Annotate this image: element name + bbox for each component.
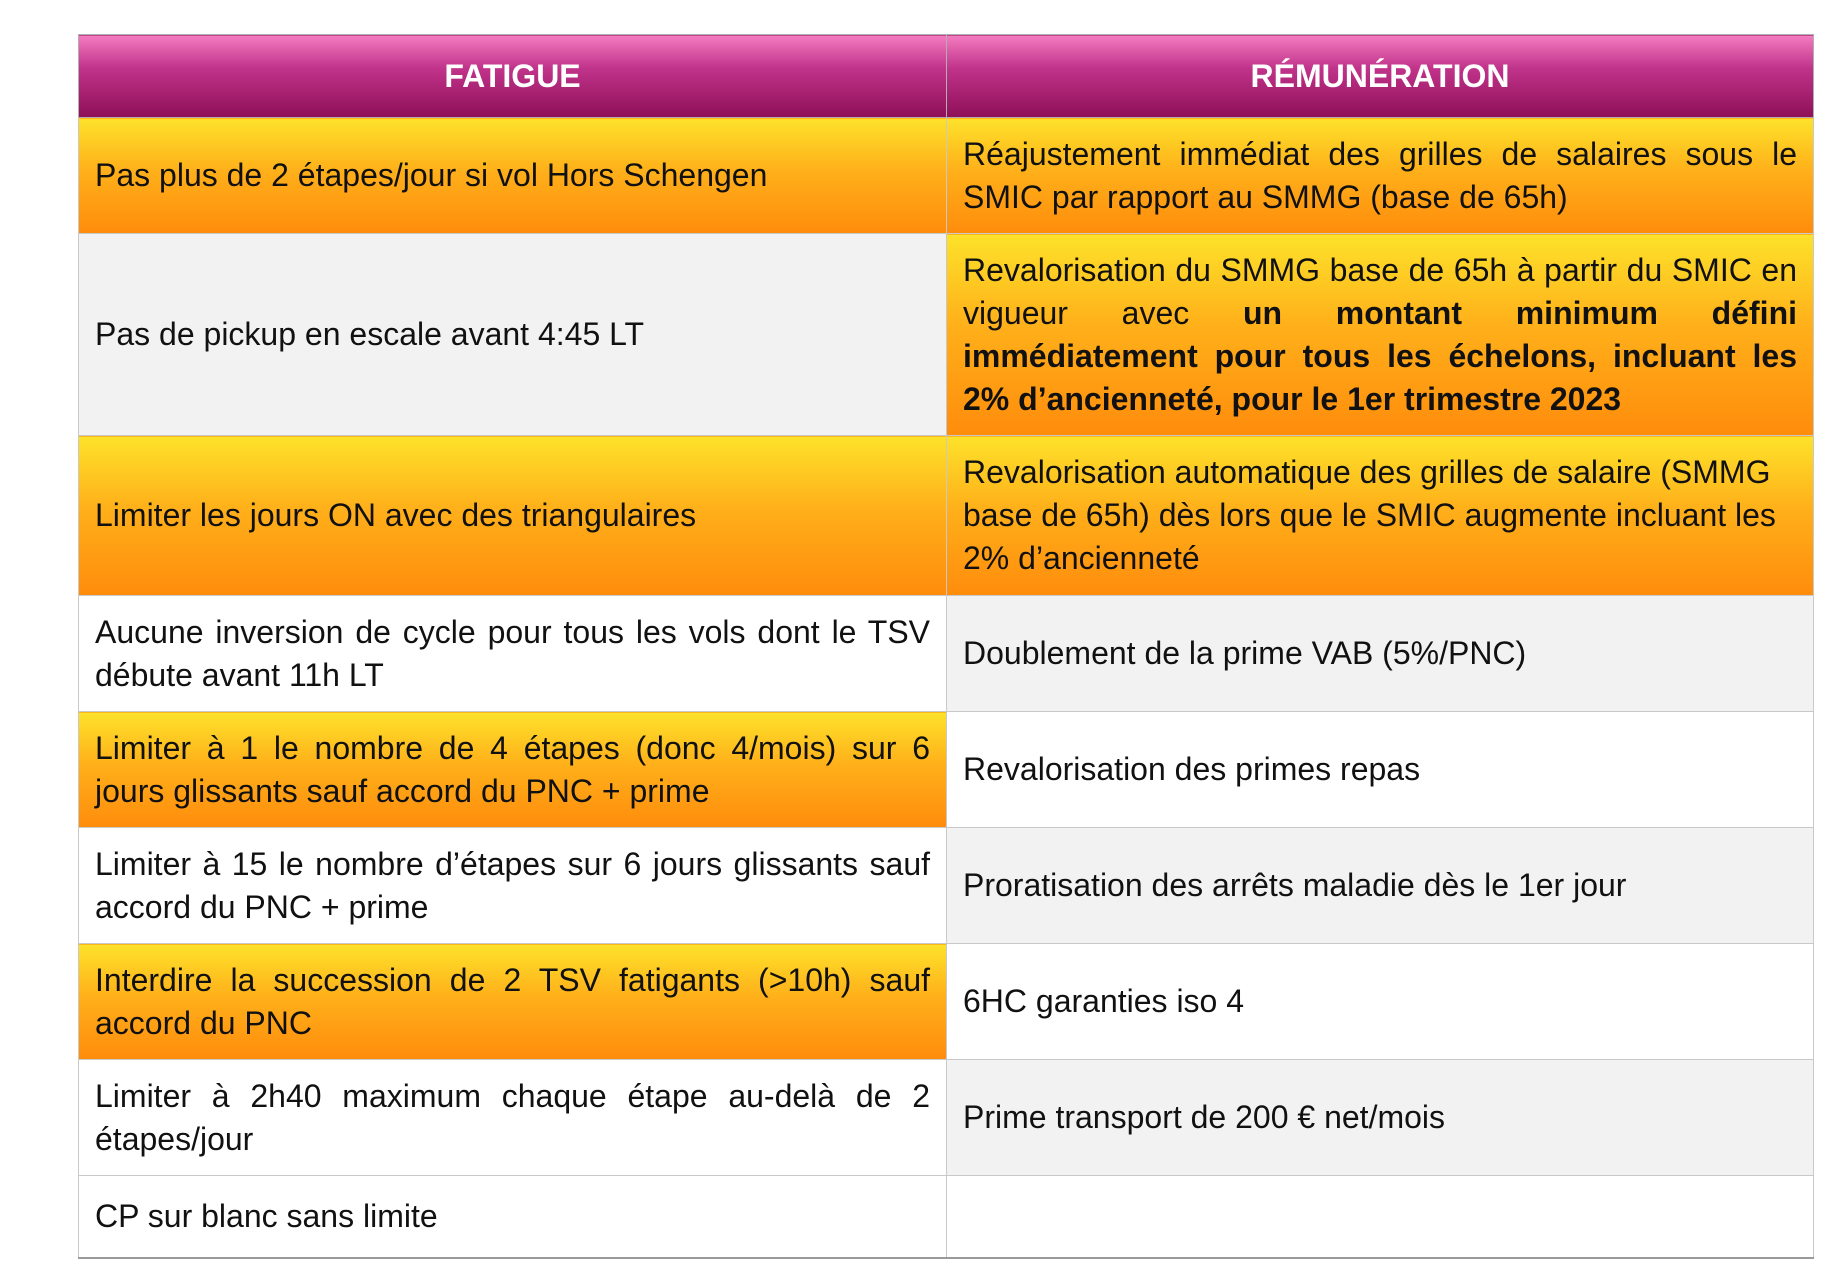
table-row	[79, 712, 1814, 828]
table-row	[79, 1060, 1814, 1176]
remuneration-cell: Proratisation des arrêts maladie dès le 1er jour	[947, 828, 1814, 944]
fatigue-cell: Pas de pickup en escale avant 4:45 LT	[79, 234, 947, 436]
remuneration-cell: Doublement de la prime VAB (5%/PNC)	[947, 596, 1814, 712]
table-row	[79, 1176, 1814, 1258]
fatigue-cell: Limiter les jours ON avec des triangulaires	[79, 436, 947, 596]
header-fatigue: FATIGUE	[79, 35, 947, 118]
remuneration-cell: Prime transport de 200 € net/mois	[947, 1060, 1814, 1176]
header-remuneration: RÉMUNÉRATION	[947, 35, 1814, 118]
remuneration-bold-text: un montant minimum défini immédiatement pour tous les échelons, incluant les 2% d’ancienneté, pour le 1er trimestre 2023	[963, 294, 1797, 417]
fatigue-cell: Limiter à 15 le nombre d’étapes sur 6 jours glissants sauf accord du PNC + prime	[79, 828, 947, 944]
remuneration-cell: Revalorisation des primes repas	[947, 712, 1814, 828]
remuneration-plain-text: Revalorisation du SMMG base de 65h à partir du SMIC en vigueur avec	[963, 251, 1797, 331]
remuneration-cell: Réajustement immédiat des grilles de salaires sous le SMIC par rapport au SMMG (base de 65h)	[947, 118, 1814, 234]
table-row	[79, 828, 1814, 944]
table-row	[79, 436, 1814, 596]
remuneration-cell	[947, 234, 1814, 436]
table-row	[79, 118, 1814, 234]
demands-table	[78, 34, 1814, 1259]
table-row	[79, 596, 1814, 712]
table-row	[79, 234, 1814, 436]
remuneration-cell: 6HC garanties iso 4	[947, 944, 1814, 1060]
table-header-row	[79, 35, 1814, 118]
table-row	[79, 944, 1814, 1060]
fatigue-cell: Interdire la succession de 2 TSV fatigants (>10h) sauf accord du PNC	[79, 944, 947, 1060]
remuneration-cell	[947, 1176, 1814, 1258]
fatigue-cell: Limiter à 1 le nombre de 4 étapes (donc 4/mois) sur 6 jours glissants sauf accord du PNC + prime	[79, 712, 947, 828]
fatigue-cell: CP sur blanc sans limite	[79, 1176, 947, 1258]
fatigue-cell: Aucune inversion de cycle pour tous les vols dont le TSV débute avant 11h LT	[79, 596, 947, 712]
fatigue-cell: Limiter à 2h40 maximum chaque étape au-delà de 2 étapes/jour	[79, 1060, 947, 1176]
remuneration-cell: Revalorisation automatique des grilles de salaire (SMMG base de 65h) dès lors que le SMIC augmente incluant les 2% d’ancienneté	[947, 436, 1814, 596]
fatigue-cell: Pas plus de 2 étapes/jour si vol Hors Schengen	[79, 118, 947, 234]
